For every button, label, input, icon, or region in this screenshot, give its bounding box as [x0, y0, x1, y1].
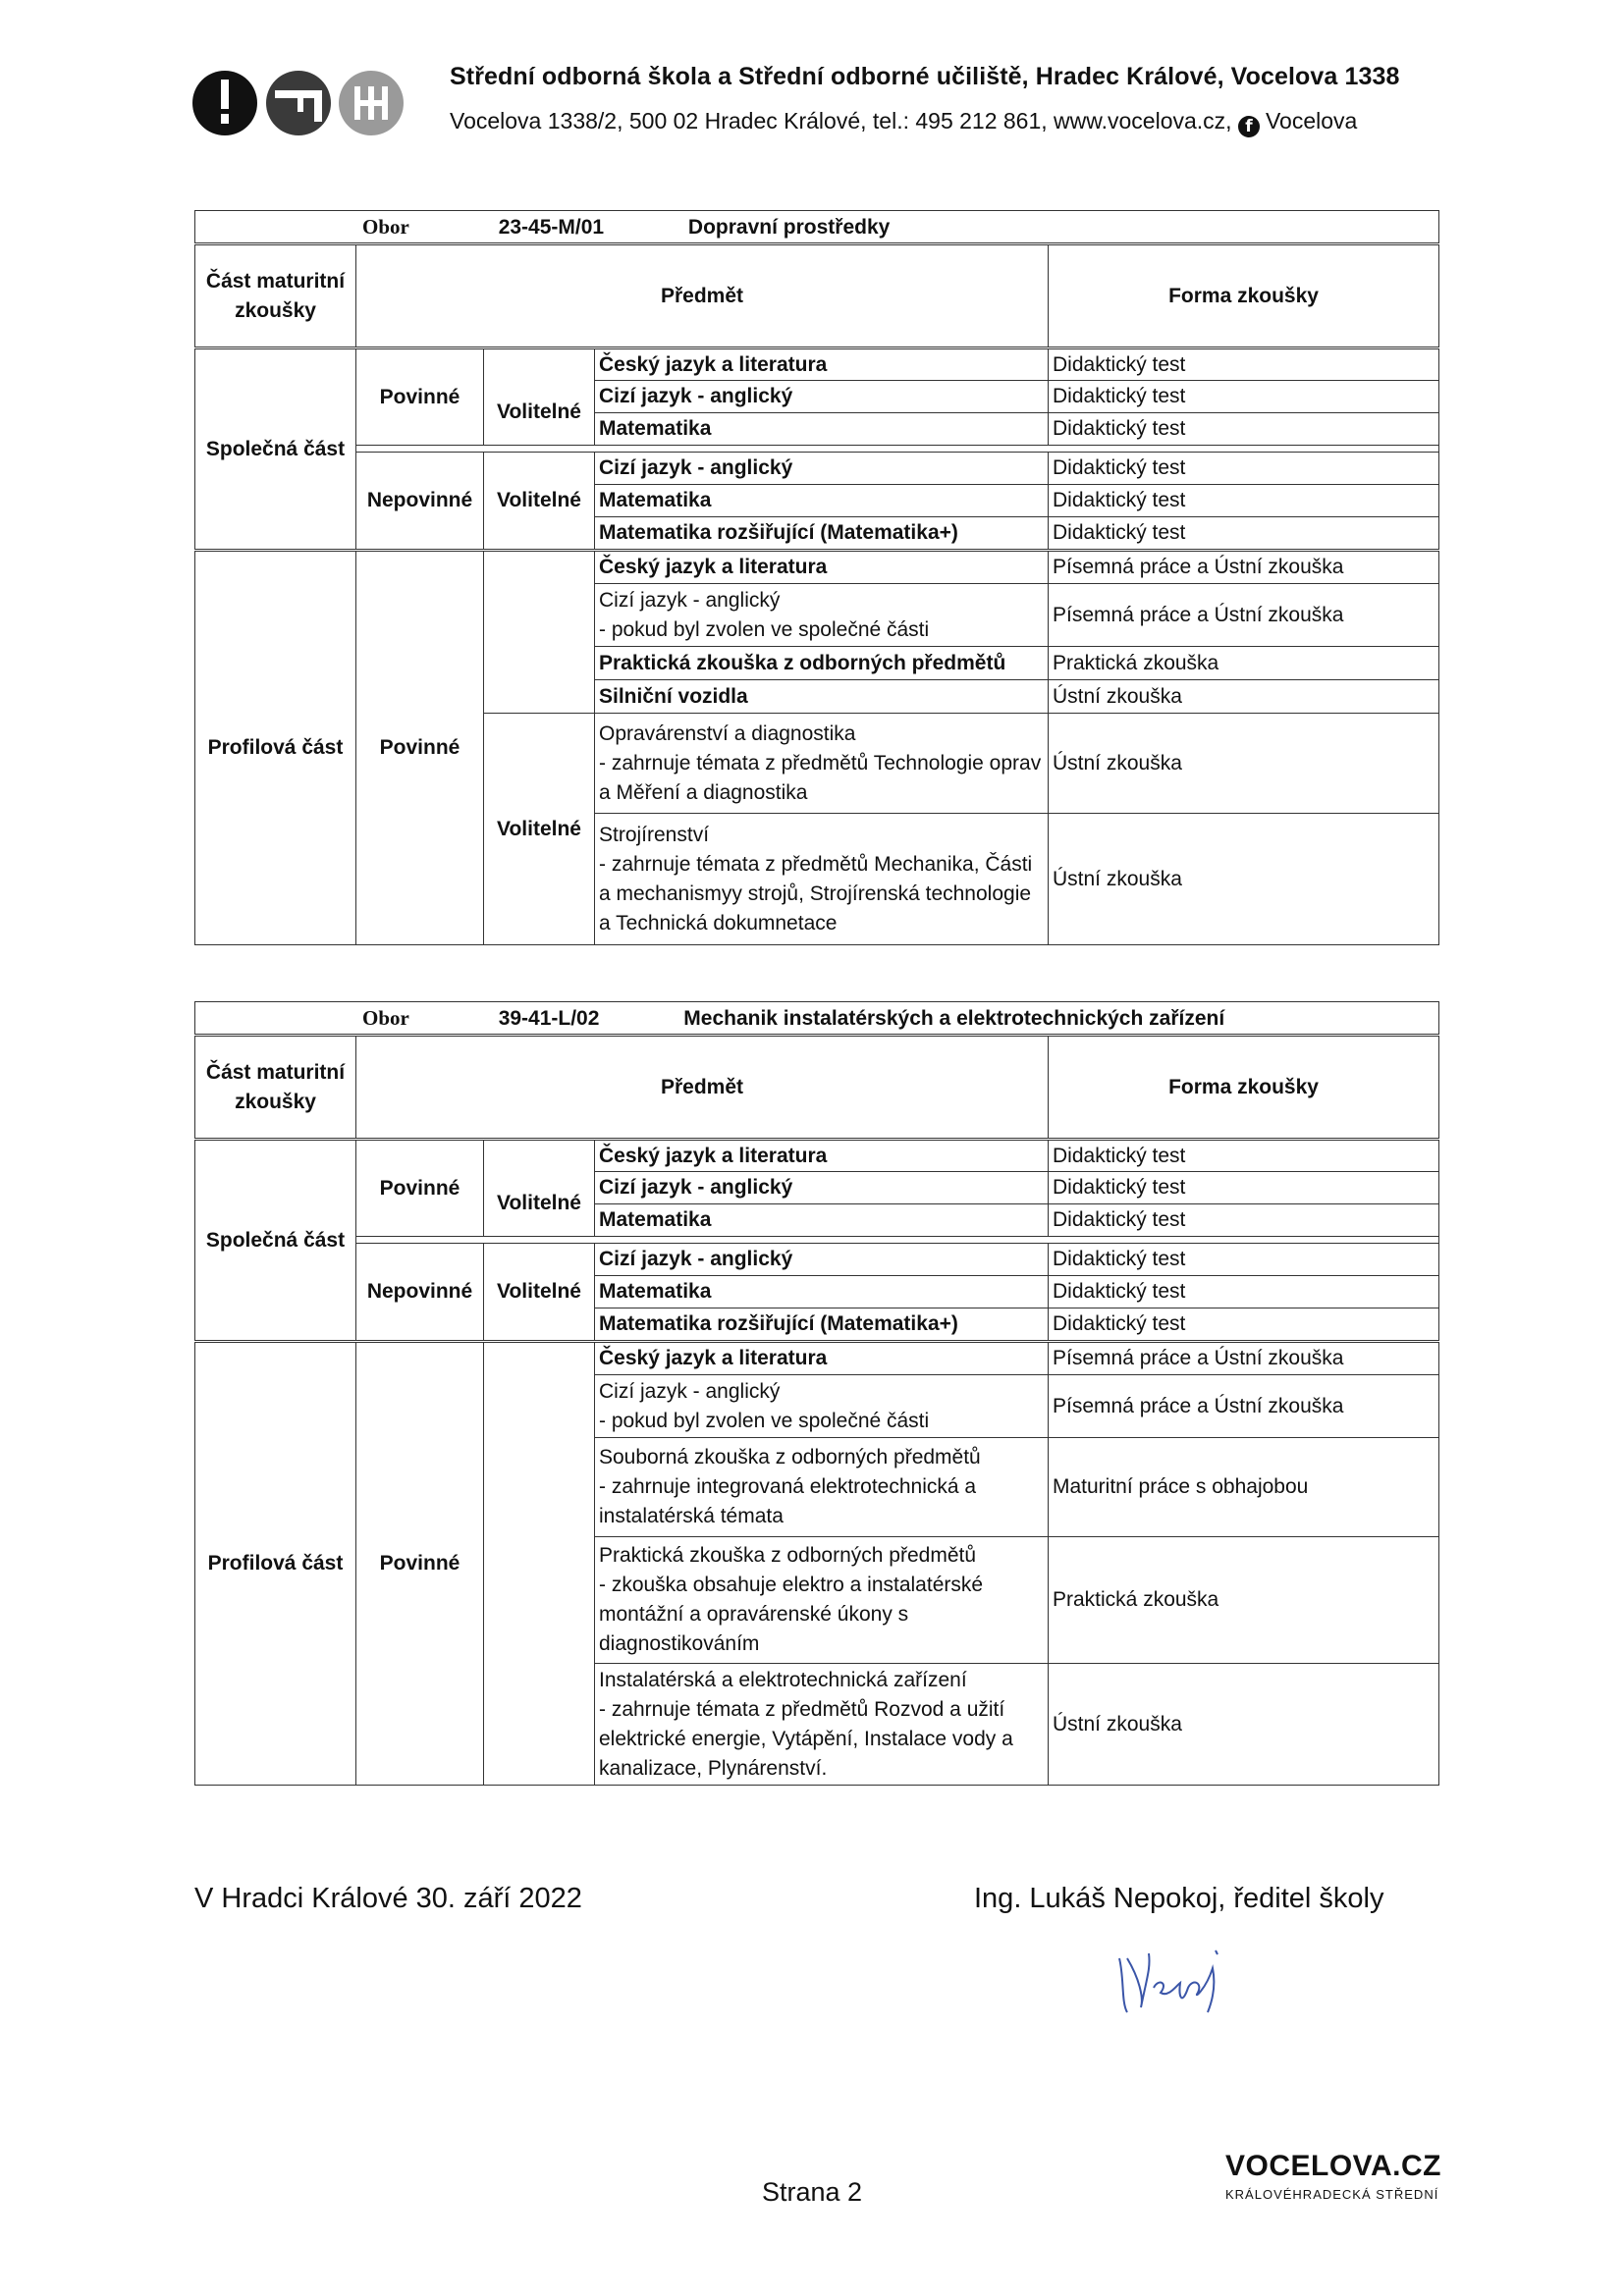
subject-cell — [595, 814, 1049, 945]
place-and-date: V Hradci Králové 30. září 2022 — [194, 1883, 582, 1914]
form: Didaktický test — [1049, 1204, 1439, 1237]
address-text: Vocelova 1338/2, 500 02 Hradec Králové, tel.: 495 212 861, www.vocelova.cz, — [450, 108, 1232, 133]
obor-code: 23-45-M/01 — [498, 215, 605, 239]
form: Didaktický test — [1049, 348, 1439, 381]
subject: Matematika — [595, 1276, 1049, 1308]
subject: Matematika — [595, 485, 1049, 517]
form: Didaktický test — [1049, 453, 1439, 485]
form: Písemná práce a Ústní zkouška — [1049, 584, 1439, 647]
obor-name: Mechanik instalatérských a elektrotechnických zařízení — [683, 1006, 1225, 1030]
subject-cell — [595, 1438, 1049, 1537]
subject: Cizí jazyk - anglický — [595, 1244, 1049, 1276]
separator — [356, 446, 1439, 453]
section-spolecna: Společná část — [195, 348, 356, 551]
form: Ústní zkouška — [1049, 814, 1439, 945]
povinne-label: Povinné — [356, 348, 484, 446]
subject: Český jazyk a literatura — [595, 348, 1049, 381]
form: Didaktický test — [1049, 413, 1439, 446]
facebook-icon: f — [1238, 116, 1260, 137]
form: Didaktický test — [1049, 517, 1439, 551]
obor-row — [195, 211, 1439, 244]
subject-note: - zahrnuje témata z předmětů Technologie oprav a Měření a diagnostika — [599, 751, 1042, 804]
subject: Matematika rozšiřující (Matematika+) — [595, 517, 1049, 551]
nepovinne-label: Nepovinné — [356, 1244, 484, 1342]
form: Písemná práce a Ústní zkouška — [1049, 1342, 1439, 1375]
subject-note: - zkouška obsahuje elektro a instalatérské montážní a opravárenské úkony s diagnostikováním — [599, 1574, 984, 1655]
subject: Silniční vozidla — [595, 680, 1049, 714]
subject-note: - pokud byl zvolen ve společné části — [599, 617, 930, 641]
subject-note: - zahrnuje témata z předmětů Mechanika, Části a mechanismyy strojů, Strojírenská technologie a Technická dokumnetace — [599, 852, 1033, 934]
subject-cell — [595, 1664, 1049, 1786]
header-predmet: Předmět — [356, 1036, 1049, 1140]
obor-row — [195, 1002, 1439, 1036]
subject: Opravárenství a diagnostika — [599, 721, 856, 745]
subject: Praktická zkouška z odborných předmětů — [599, 1544, 977, 1567]
separator — [356, 1237, 1439, 1244]
subject: Český jazyk a literatura — [595, 1342, 1049, 1375]
subject-cell — [595, 584, 1049, 647]
subject: Český jazyk a literatura — [595, 551, 1049, 584]
school-logo — [192, 69, 404, 137]
subject: Cizí jazyk - anglický — [599, 588, 781, 612]
header-cast: Část maturitní zkoušky — [195, 1036, 356, 1140]
subject: Praktická zkouška z odborných předmětů — [595, 647, 1049, 680]
form: Maturitní práce s obhajobou — [1049, 1438, 1439, 1537]
subject: Cizí jazyk - anglický — [595, 453, 1049, 485]
obor-label: Obor — [362, 1005, 409, 1030]
povinne-label: Povinné — [356, 551, 484, 945]
section-spolecna: Společná část — [195, 1140, 356, 1342]
section-profilova: Profilová část — [195, 551, 356, 945]
school-name: Střední odborná škola a Střední odborné učiliště, Hradec Králové, Vocelova 1338 — [450, 63, 1400, 90]
header-forma: Forma zkoušky — [1049, 244, 1439, 348]
form: Didaktický test — [1049, 485, 1439, 517]
subject: Strojírenství — [599, 823, 710, 846]
brand-subtitle: KRÁLOVÉHRADECKÁ STŘEDNÍ — [1225, 2187, 1439, 2202]
subject: Matematika rozšiřující (Matematika+) — [595, 1308, 1049, 1342]
obor-code: 39-41-L/02 — [498, 1006, 600, 1030]
header-forma: Forma zkoušky — [1049, 1036, 1439, 1140]
empty-cell — [484, 1342, 595, 1786]
signature-image — [1100, 1929, 1247, 2027]
header-cast: Část maturitní zkoušky — [195, 244, 356, 348]
subject: Cizí jazyk - anglický — [599, 1379, 781, 1403]
section-profilova: Profilová část — [195, 1342, 356, 1786]
nepovinne-label: Nepovinné — [356, 453, 484, 551]
director-name: Ing. Lukáš Nepokoj, ředitel školy — [974, 1883, 1384, 1914]
form: Didaktický test — [1049, 1308, 1439, 1342]
subject: Cizí jazyk - anglický — [595, 1172, 1049, 1204]
subject-note: - pokud byl zvolen ve společné části — [599, 1409, 930, 1432]
subject: Instalatérská a elektrotechnická zařízení — [599, 1668, 967, 1691]
volitelne-label: Volitelné — [484, 1244, 595, 1342]
subject: Souborná zkouška z odborných předmětů — [599, 1446, 981, 1468]
subject-note: - zahrnuje témata z předmětů Rozvod a užití elektrické energie, Vytápění, Instalace vody a kanalizace, Plynárenství. — [599, 1697, 1013, 1780]
volitelne-label: Volitelné — [484, 453, 595, 551]
form: Didaktický test — [1049, 1276, 1439, 1308]
school-address — [450, 108, 1357, 137]
obor-label: Obor — [362, 214, 409, 239]
volitelne-label: Volitelné — [484, 381, 595, 446]
subject: Cizí jazyk - anglický — [595, 381, 1049, 413]
form: Didaktický test — [1049, 1140, 1439, 1172]
exam-table-dopravni-prostredky — [194, 210, 1439, 945]
subject-cell — [595, 714, 1049, 814]
subject-note: - zahrnuje integrovaná elektrotechnická a instalatérská témata — [599, 1475, 977, 1527]
form: Písemná práce a Ústní zkouška — [1049, 551, 1439, 584]
volitelne-label: Volitelné — [484, 714, 595, 945]
page-number: Strana 2 — [761, 2177, 863, 2207]
form: Ústní zkouška — [1049, 680, 1439, 714]
header-predmet: Předmět — [356, 244, 1049, 348]
form: Didaktický test — [1049, 1244, 1439, 1276]
form: Ústní zkouška — [1049, 714, 1439, 814]
form: Písemná práce a Ústní zkouška — [1049, 1375, 1439, 1438]
povinne-label: Povinné — [356, 1140, 484, 1237]
povinne-label: Povinné — [356, 1342, 484, 1786]
empty-cell — [484, 348, 595, 381]
form: Praktická zkouška — [1049, 647, 1439, 680]
facebook-name: Vocelova — [1265, 108, 1358, 133]
form: Praktická zkouška — [1049, 1537, 1439, 1664]
subject: Matematika — [595, 413, 1049, 446]
form: Didaktický test — [1049, 381, 1439, 413]
brand-logo-text: VOCELOVA.CZ — [1225, 2150, 1441, 2182]
subject: Matematika — [595, 1204, 1049, 1237]
form: Ústní zkouška — [1049, 1664, 1439, 1786]
obor-name: Dopravní prostředky — [687, 215, 891, 239]
empty-cell — [484, 1140, 595, 1172]
exam-table-mechanik — [194, 1001, 1439, 1786]
form: Didaktický test — [1049, 1172, 1439, 1204]
subject-cell — [595, 1375, 1049, 1438]
empty-cell — [484, 551, 595, 714]
volitelne-label: Volitelné — [484, 1172, 595, 1237]
subject: Český jazyk a literatura — [595, 1140, 1049, 1172]
subject-cell — [595, 1537, 1049, 1664]
